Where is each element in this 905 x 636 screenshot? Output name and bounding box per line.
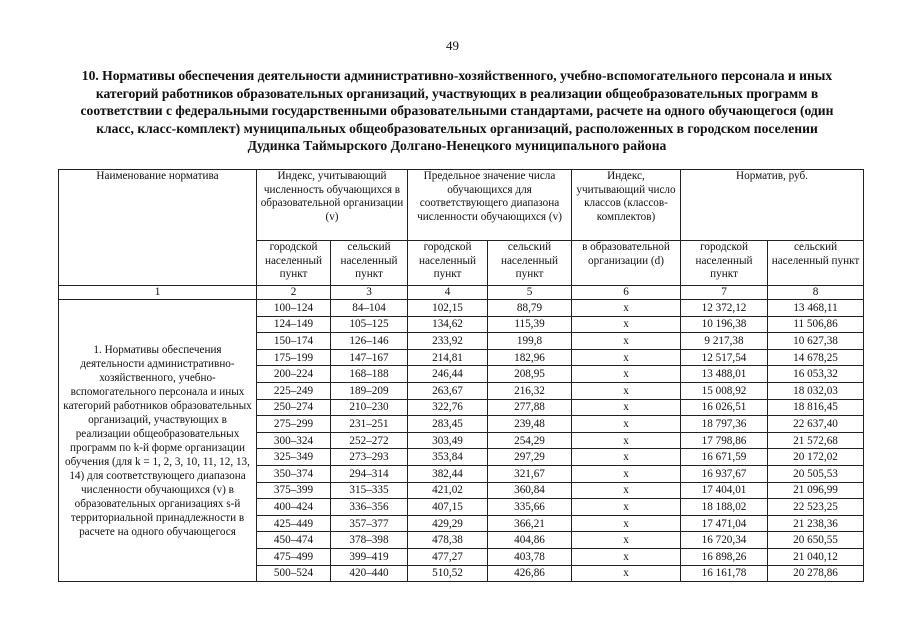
header-index-group: Индекс, учитывающий численность обучающихся в образовательной организации (v) [257, 170, 408, 241]
cell-rural-limit: 426,86 [488, 565, 572, 582]
cell-rural-index: 147–167 [331, 349, 408, 366]
header-classes-index-cont: в образовательной организации (d) [572, 241, 681, 286]
cell-urban-limit: 303,49 [408, 432, 488, 449]
cell-classes-index: x [572, 532, 681, 549]
cell-rural-index: 105–125 [331, 316, 408, 333]
cell-classes-index: x [572, 565, 681, 582]
cell-urban-limit: 233,92 [408, 333, 488, 350]
cell-classes-index: x [572, 416, 681, 433]
table-body [59, 300, 864, 582]
cell-urban-normative: 12 517,54 [681, 349, 768, 366]
header-name: Наименование норматива [59, 170, 257, 286]
cell-urban-limit: 407,15 [408, 499, 488, 516]
cell-urban-index: 200–224 [257, 366, 331, 383]
document-title: 10. Нормативы обеспечения деятельности административно-хозяйственного, учебно-вспомогательного персонала и иных категорий работников образовательных организаций, участвующих в реализации общеобразовательных программ в соответствии с федеральными государственными образовательными стандартами, расчете на одного обучающегося (один класс, класс-комплект) муниципальных общеобразовательных организаций, расположенных в городском поселении Дудинка Таймырского Долгано-Ненецкого муниципального района [80, 68, 834, 154]
cell-classes-index: x [572, 515, 681, 532]
cell-rural-normative: 20 172,02 [768, 449, 864, 466]
cell-urban-index: 150–174 [257, 333, 331, 350]
cell-urban-limit: 246,44 [408, 366, 488, 383]
cell-rural-index: 315–335 [331, 482, 408, 499]
column-number: 5 [488, 286, 572, 300]
cell-urban-limit: 421,02 [408, 482, 488, 499]
cell-rural-normative: 21 040,12 [768, 548, 864, 565]
cell-urban-limit: 283,45 [408, 416, 488, 433]
cell-rural-index: 357–377 [331, 515, 408, 532]
cell-rural-normative: 20 505,53 [768, 465, 864, 482]
cell-urban-normative: 18 797,36 [681, 416, 768, 433]
cell-classes-index: x [572, 300, 681, 317]
cell-rural-limit: 360,84 [488, 482, 572, 499]
cell-urban-limit: 353,84 [408, 449, 488, 466]
cell-rural-limit: 199,8 [488, 333, 572, 350]
cell-urban-limit: 263,67 [408, 382, 488, 399]
cell-rural-index: 336–356 [331, 499, 408, 516]
cell-urban-index: 100–124 [257, 300, 331, 317]
cell-rural-limit: 88,79 [488, 300, 572, 317]
cell-urban-limit: 510,52 [408, 565, 488, 582]
cell-classes-index: x [572, 382, 681, 399]
column-number: 3 [331, 286, 408, 300]
cell-rural-normative: 21 572,68 [768, 432, 864, 449]
cell-rural-limit: 115,39 [488, 316, 572, 333]
cell-rural-normative: 20 650,55 [768, 532, 864, 549]
header-limit-group: Предельное значение числа обучающихся для соответствующего диапазона численности обучающихся (v) [408, 170, 572, 241]
cell-urban-normative: 10 196,38 [681, 316, 768, 333]
cell-urban-index: 250–274 [257, 399, 331, 416]
cell-urban-index: 325–349 [257, 449, 331, 466]
cell-rural-limit: 239,48 [488, 416, 572, 433]
cell-urban-normative: 17 404,01 [681, 482, 768, 499]
cell-urban-limit: 322,76 [408, 399, 488, 416]
cell-urban-index: 450–474 [257, 532, 331, 549]
cell-rural-limit: 254,29 [488, 432, 572, 449]
cell-urban-index: 225–249 [257, 382, 331, 399]
column-numbers-row [59, 286, 864, 300]
cell-rural-limit: 297,29 [488, 449, 572, 466]
column-number: 4 [408, 286, 488, 300]
cell-rural-index: 126–146 [331, 333, 408, 350]
cell-rural-index: 399–419 [331, 548, 408, 565]
cell-urban-index: 350–374 [257, 465, 331, 482]
cell-rural-normative: 22 637,40 [768, 416, 864, 433]
header-urban: городской населенный пункт [257, 241, 331, 286]
header-rural: сельский населенный пункт [331, 241, 408, 286]
cell-classes-index: x [572, 432, 681, 449]
cell-urban-limit: 477,27 [408, 548, 488, 565]
header-rural: сельский населенный пункт [488, 241, 572, 286]
cell-urban-limit: 214,81 [408, 349, 488, 366]
cell-classes-index: x [572, 465, 681, 482]
cell-urban-normative: 16 026,51 [681, 399, 768, 416]
cell-urban-index: 300–324 [257, 432, 331, 449]
cell-classes-index: x [572, 548, 681, 565]
header-urban: городской населенный пункт [681, 241, 768, 286]
cell-rural-index: 168–188 [331, 366, 408, 383]
cell-rural-normative: 11 506,86 [768, 316, 864, 333]
cell-rural-limit: 208,95 [488, 366, 572, 383]
cell-rural-index: 420–440 [331, 565, 408, 582]
cell-rural-normative: 13 468,11 [768, 300, 864, 317]
page-number: 49 [446, 38, 459, 53]
cell-urban-normative: 16 720,34 [681, 532, 768, 549]
cell-urban-index: 275–299 [257, 416, 331, 433]
column-number: 8 [768, 286, 864, 300]
cell-classes-index: x [572, 349, 681, 366]
column-number: 1 [59, 286, 257, 300]
cell-urban-normative: 16 898,26 [681, 548, 768, 565]
cell-rural-normative: 20 278,86 [768, 565, 864, 582]
cell-rural-index: 84–104 [331, 300, 408, 317]
cell-rural-index: 294–314 [331, 465, 408, 482]
cell-rural-index: 189–209 [331, 382, 408, 399]
cell-urban-index: 175–199 [257, 349, 331, 366]
cell-urban-normative: 15 008,92 [681, 382, 768, 399]
cell-rural-index: 378–398 [331, 532, 408, 549]
cell-rural-index: 273–293 [331, 449, 408, 466]
cell-urban-limit: 478,38 [408, 532, 488, 549]
cell-rural-normative: 22 523,25 [768, 499, 864, 516]
cell-rural-limit: 277,88 [488, 399, 572, 416]
cell-rural-limit: 335,66 [488, 499, 572, 516]
cell-rural-limit: 366,21 [488, 515, 572, 532]
cell-urban-normative: 18 188,02 [681, 499, 768, 516]
cell-rural-normative: 21 238,36 [768, 515, 864, 532]
cell-rural-limit: 216,32 [488, 382, 572, 399]
cell-rural-normative: 18 816,45 [768, 399, 864, 416]
cell-rural-normative: 16 053,32 [768, 366, 864, 383]
cell-classes-index: x [572, 316, 681, 333]
cell-urban-index: 375–399 [257, 482, 331, 499]
cell-urban-limit: 429,29 [408, 515, 488, 532]
cell-urban-normative: 16 937,67 [681, 465, 768, 482]
cell-classes-index: x [572, 499, 681, 516]
cell-urban-limit: 102,15 [408, 300, 488, 317]
cell-rural-index: 231–251 [331, 416, 408, 433]
table-row [59, 300, 864, 317]
cell-classes-index: x [572, 333, 681, 350]
cell-classes-index: x [572, 482, 681, 499]
cell-rural-normative: 14 678,25 [768, 349, 864, 366]
cell-rural-limit: 403,78 [488, 548, 572, 565]
cell-rural-limit: 182,96 [488, 349, 572, 366]
header-urban: городской населенный пункт [408, 241, 488, 286]
cell-rural-normative: 18 032,03 [768, 382, 864, 399]
cell-urban-normative: 12 372,12 [681, 300, 768, 317]
cell-urban-index: 500–524 [257, 565, 331, 582]
cell-classes-index: x [572, 399, 681, 416]
header-normative-group: Норматив, руб. [681, 170, 864, 241]
cell-rural-normative: 21 096,99 [768, 482, 864, 499]
column-number: 6 [572, 286, 681, 300]
cell-urban-index: 475–499 [257, 548, 331, 565]
column-number: 7 [681, 286, 768, 300]
column-number: 2 [257, 286, 331, 300]
cell-rural-limit: 321,67 [488, 465, 572, 482]
cell-urban-limit: 134,62 [408, 316, 488, 333]
header-classes-index: Индекс, учитывающий число классов (классов-комплектов) [572, 170, 681, 241]
cell-urban-index: 425–449 [257, 515, 331, 532]
cell-urban-normative: 16 161,78 [681, 565, 768, 582]
cell-urban-normative: 17 471,04 [681, 515, 768, 532]
cell-urban-limit: 382,44 [408, 465, 488, 482]
row-description: 1. Нормативы обеспечения деятельности административно-хозяйственного, учебно-вспомогательного персонала и иных категорий работников образовательных организаций, участвующих в реализации общеобразовательных программ по k-й форме организации обучения (для k = 1, 2, 3, 10, 11, 12, 13, 14) для соответствующего диапазона численности обучающихся (v) в образовательных организациях s-й территориальной принадлежности в расчете на одного обучающегося [59, 300, 257, 582]
cell-rural-index: 210–230 [331, 399, 408, 416]
cell-urban-normative: 16 671,59 [681, 449, 768, 466]
cell-urban-index: 400–424 [257, 499, 331, 516]
cell-urban-normative: 9 217,38 [681, 333, 768, 350]
header-rural: сельский населенный пункт [768, 241, 864, 286]
cell-classes-index: x [572, 366, 681, 383]
cell-urban-normative: 17 798,86 [681, 432, 768, 449]
cell-rural-limit: 404,86 [488, 532, 572, 549]
cell-classes-index: x [572, 449, 681, 466]
cell-urban-index: 124–149 [257, 316, 331, 333]
cell-rural-index: 252–272 [331, 432, 408, 449]
cell-rural-normative: 10 627,38 [768, 333, 864, 350]
cell-urban-normative: 13 488,01 [681, 366, 768, 383]
normatives-table [58, 169, 864, 582]
